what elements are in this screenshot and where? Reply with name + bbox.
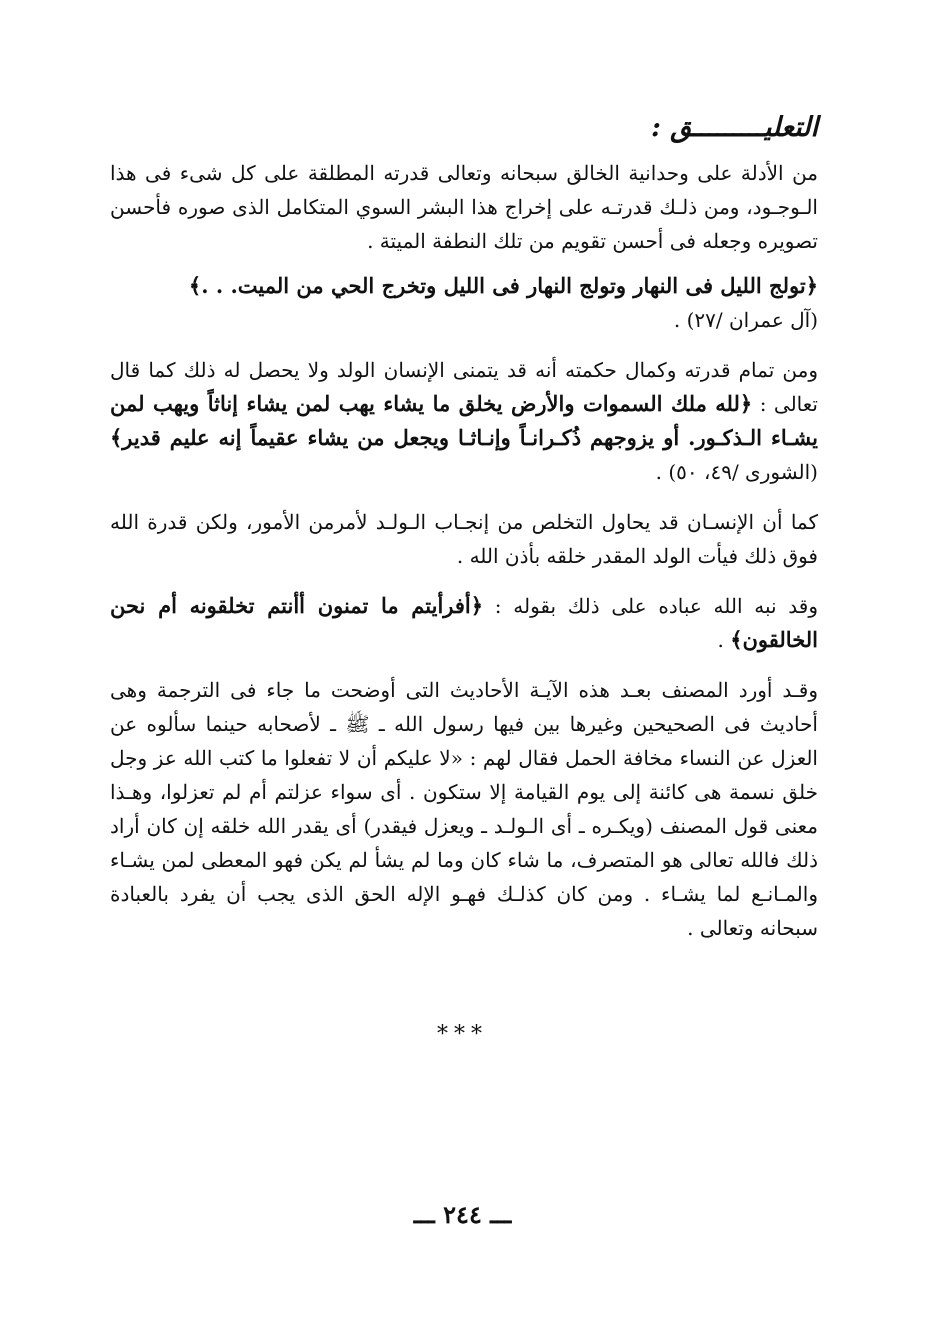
- paragraph-3: [110, 353, 818, 489]
- paragraph-3-intro: ومن تمام قدرته وكمال حكمته أنه قد يتمنى الإنسان الولد ولا يحصل له ذلك كما قال تعالى :: [110, 358, 818, 416]
- section-heading: التعليـــــــــق :: [650, 112, 818, 143]
- paragraph-5: [110, 589, 818, 657]
- verse-reference-ash-shura: (الشورى /٤٩، ٥٠) .: [655, 460, 818, 484]
- page-number: ـــ ٢٤٤ ـــ: [413, 1200, 512, 1229]
- paragraph-4: كما أن الإنسـان قد يحاول التخلص من إنجـاب الـولـد لأمرمن الأمور، ولكن قدرة الله فوق ذلك فيأت الولد المقدر خلقه بأذن الله .: [110, 510, 818, 568]
- paragraph-5-end: .: [717, 628, 731, 652]
- quran-verse-al-imran: ﴿تولج الليل فى النهار وتولج النهار فى الليل وتخرج الحي من الميت. . .﴾: [188, 273, 818, 298]
- verse-reference-al-imran: (آل عمران /٢٧) .: [673, 308, 818, 332]
- paragraph-2: [110, 269, 818, 337]
- paragraph-5-intro: وقد نبه الله عباده على ذلك بقوله :: [483, 594, 819, 618]
- section-divider-stars: ***: [437, 1022, 488, 1047]
- quran-verse-al-waqia: ﴿أفرأيتم ما تمنون أأنتم تخلقونه أم نحن الخالقون﴾: [110, 593, 818, 652]
- page-body: [110, 108, 818, 956]
- quran-verse-ash-shura: ﴿لله ملك السموات والأرض يخلق ما يشاء يهب لمن يشاء إناثاً ويهب لمن يشـاء الـذكـور. أو يزوجهم ذُكـرانـاً وإنـاثـا ويجعل من يشاء عقيماً إنه عليم قدير﴾: [110, 391, 818, 450]
- paragraph-6: وقـد أورد المصنف بعـد هذه الآيـة الأحاديث التى أوضحت ما جاء فى الترجمة وهى أحاديث فى الصحيحين وغيرها بين فيها رسول الله ـ ﷺ ـ لأصحابه حينما سألوه عن العزل عن النساء مخافة الحمل فقال لهم : «لا عليكم أن لا تفعلوا ما كتب الله عز وجل خلق نسمة هى كائنة إلى يوم القيامة إلا ستكون . أى سواء عزلتم أم لم تعزلوا، وهـذا معنى قول المصنف (ويكـره ـ أى الـولـد ـ ويعزل فيقدر) أى يقدر الله خلقه إن كان أراد ذلك فالله تعالى هو المتصرف، ما شاء كان وما لم يشأ لم يكن فهو المعطى لمن يشـاء والمـانـع لما يشـاء . ومن كان كذلـك فهـو الإله الحق الذى يجب أن يفرد بالعبادة سبحانه وتعالى .: [110, 678, 818, 940]
- paragraph-1: من الأدلة على وحدانية الخالق سبحانه وتعالى قدرته المطلقة على كل شىء فى هذا الـوجـود، ومن ذلـك قدرتـه على إخراج هذا البشر السوي المتكامل الذى صوره فأحسن تصويره وجعله فى أحسن تقويم من تلك النطفة الميتة .: [110, 161, 818, 253]
